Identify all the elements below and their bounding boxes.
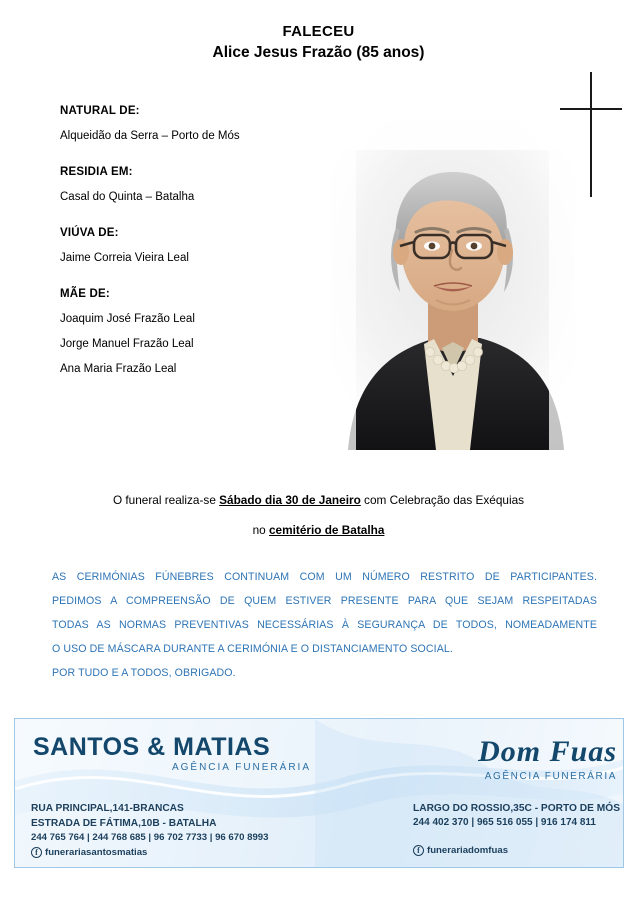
value-mae-de-1: Joaquim José Frazão Leal bbox=[60, 313, 195, 325]
santos-matias-address-line1: RUA PRINCIPAL,141-BRANCAS bbox=[31, 803, 184, 814]
notice-line-1: AS CERIMÓNIAS FÚNEBRES CONTINUAM COM UM NÚMERO RESTRITO DE PARTICIPANTES. bbox=[52, 571, 597, 583]
deceased-status: FALECEU bbox=[282, 23, 355, 40]
dom-fuas-phones: 244 402 370 | 965 516 055 | 916 174 811 bbox=[413, 817, 596, 828]
facebook-icon: f bbox=[31, 847, 42, 858]
label-natural-de: NATURAL DE: bbox=[60, 105, 140, 117]
dom-fuas-title: Dom Fuas bbox=[478, 735, 617, 768]
notice-line-5: POR TUDO E A TODOS, OBRIGADO. bbox=[52, 667, 236, 679]
funeral-place: cemitério de Batalha bbox=[269, 523, 385, 537]
value-mae-de-3: Ana Maria Frazão Leal bbox=[60, 363, 177, 375]
santos-matias-block bbox=[33, 733, 333, 773]
value-natural-de: Alqueidão da Serra – Porto de Mós bbox=[60, 130, 240, 142]
dom-fuas-facebook[interactable] bbox=[413, 845, 508, 856]
notice-line-2: PEDIMOS A COMPREENSÃO DE QUEM ESTIVER PRESENTE PARA QUE SEJAM RESPEITADAS bbox=[52, 595, 597, 607]
funeral-homes-banner bbox=[14, 718, 624, 868]
details-block bbox=[60, 105, 360, 377]
label-residia-em: RESIDIA EM: bbox=[60, 166, 133, 178]
page-title bbox=[0, 0, 637, 64]
facebook-icon: f bbox=[413, 845, 424, 856]
notice-line-3: TODAS AS NORMAS PREVENTIVAS NECESSÁRIAS À SEGURANÇA DE TODOS, NOMEADAMENTE bbox=[52, 619, 597, 631]
value-residia-em: Casal do Quinta – Batalha bbox=[60, 191, 195, 203]
funeral-date: Sábado dia 30 de Janeiro bbox=[219, 493, 361, 507]
santos-matias-facebook[interactable] bbox=[31, 847, 147, 858]
label-mae-de: MÃE DE: bbox=[60, 288, 110, 300]
santos-matias-address-line2: ESTRADA DE FÁTIMA,10B - BATALHA bbox=[31, 818, 217, 829]
dom-fuas-block bbox=[345, 735, 617, 782]
deceased-name: Alice Jesus Frazão (85 anos) bbox=[212, 44, 425, 61]
funeral-suffix: com Celebração das Exéquias bbox=[360, 493, 525, 507]
dom-fuas-subtitle: AGÊNCIA FUNERÁRIA bbox=[484, 771, 617, 782]
covid-notice bbox=[52, 565, 597, 685]
santos-matias-address bbox=[31, 801, 216, 831]
dom-fuas-address: LARGO DO ROSSIO,35C - PORTO DE MÓS bbox=[413, 803, 620, 814]
portrait-photo bbox=[330, 120, 575, 450]
funeral-line-2 bbox=[0, 515, 637, 545]
santos-matias-title: SANTOS & MATIAS bbox=[33, 733, 271, 761]
funeral-info bbox=[0, 485, 637, 545]
funeral-prefix: O funeral realiza-se bbox=[112, 493, 220, 507]
notice-line-4: O USO DE MÁSCARA DURANTE A CERIMÓNIA E O DISTANCIAMENTO SOCIAL. bbox=[52, 643, 453, 655]
value-viuva-de: Jaime Correia Vieira Leal bbox=[60, 252, 189, 264]
santos-matias-subtitle: AGÊNCIA FUNERÁRIA bbox=[171, 762, 311, 773]
dom-fuas-facebook-handle: funerariadomfuas bbox=[427, 845, 509, 856]
funeral-line-1 bbox=[0, 485, 637, 515]
santos-matias-phones: 244 765 764 | 244 768 685 | 96 702 7733 | 96 670 8993 bbox=[31, 832, 269, 843]
funeral-place-prefix: no bbox=[252, 523, 269, 537]
santos-matias-facebook-handle: funerariasantosmatias bbox=[45, 847, 148, 858]
label-viuva-de: VIÚVA DE: bbox=[60, 227, 119, 239]
value-mae-de-2: Jorge Manuel Frazão Leal bbox=[60, 338, 194, 350]
